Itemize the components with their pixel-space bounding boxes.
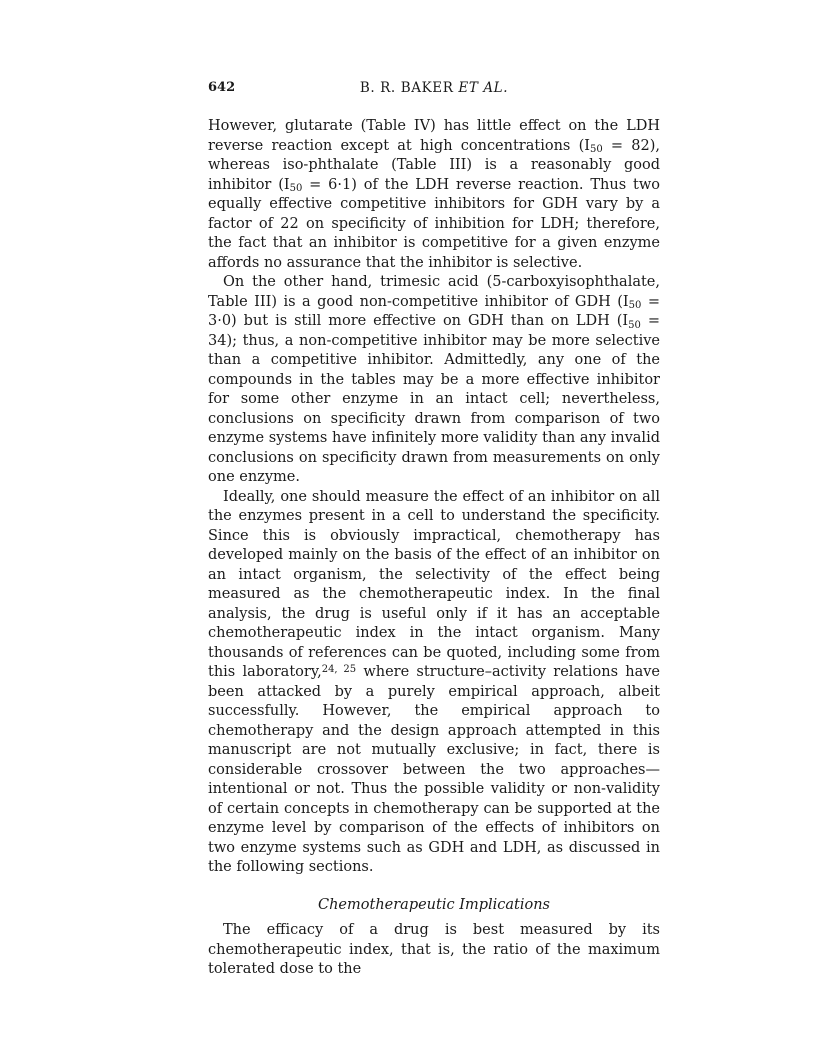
paragraph-text: = 34); thus, a non-competitive inhibitor may be more selective than a competitive inhibitor. Admittedly, any one of the compounds in the tables may be a more effective inhibitor for some other enzyme in an intact cell; nevertheless, conclusions on specificity drawn from comparison of two enzyme systems have infinitely more validity than any invalid conclusions on specificity drawn from measurements on only one enzyme. [208, 313, 660, 485]
reference-superscript: 24, 25 [321, 663, 357, 675]
et-al: ET AL. [458, 80, 509, 96]
paragraph-text: However, glutarate (Table IV) has little effect on the LDH reverse reaction except at high concentrations (I [208, 118, 660, 154]
paragraph-text: = 82), whereas iso-phthalate (Table III) is a reasonably good inhibitor (I [208, 137, 660, 193]
running-title [208, 80, 660, 96]
body-text [208, 117, 660, 980]
paragraph-3 [208, 488, 660, 878]
paragraph-text: where structure–activity relations have been attacked by a purely empirical approach, albeit successfully. However, the empirical approach to chemotherapy and the design approach attempted in this manuscript are not mutually exclusive; in fact, there is considerable crossover between the two approaches—intentional or not. Thus the possible validity or non-validity of certain concepts in chemotherapy can be supported at the enzyme level by comparison of the effects of inhibitors on two enzyme systems such as GDH and LDH, as discussed in the following sections. [208, 664, 661, 875]
paragraph-text: = 3·0) but is still more effective on GDH than on LDH (I [208, 293, 660, 329]
paragraph-text: = 6·1) of the LDH reverse reaction. Thus two equally effective competitive inhibitors for GDH vary by a factor of 22 on specificity of inhibition for LDH; therefore, the fact that an inhibitor is competitive for a given enzyme affords no assurance that the inhibitor is selective. [208, 176, 660, 271]
paragraph-2 [208, 273, 660, 488]
paragraph-1 [208, 117, 660, 273]
paragraph-text: Ideally, one should measure the effect of an inhibitor on all the enzymes present in a cell to understand the specificity. Since this is obviously impractical, chemotherapy has developed mainly on the basis of the effect of an inhibitor on an intact organism, the selectivity of the effect being measured as the chemotherapeutic index. In the final analysis, the drug is useful only if it has an acceptable chemotherapeutic index in the intact organism. Many thousands of references can be quoted, including some from this laboratory, [208, 488, 660, 680]
paragraph-4: The efficacy of a drug is best measured by its chemotherapeutic index, that is, the ratio of the maximum tolerated dose to the [208, 922, 660, 977]
author-name: B. R. BAKER [359, 80, 454, 96]
section-heading: Chemotherapeutic Implications [318, 896, 550, 913]
paragraph-text: On the other hand, trimesic acid (5-carboxyisophthalate, Table III) is a good non-competitive inhibitor of GDH (I [208, 274, 660, 310]
subscript: 50 [289, 183, 303, 194]
running-header [208, 80, 660, 100]
subscript: 50 [589, 144, 603, 155]
page-number: 642 [208, 80, 236, 95]
subscript: 50 [628, 319, 641, 331]
subscript: 50 [628, 300, 642, 311]
